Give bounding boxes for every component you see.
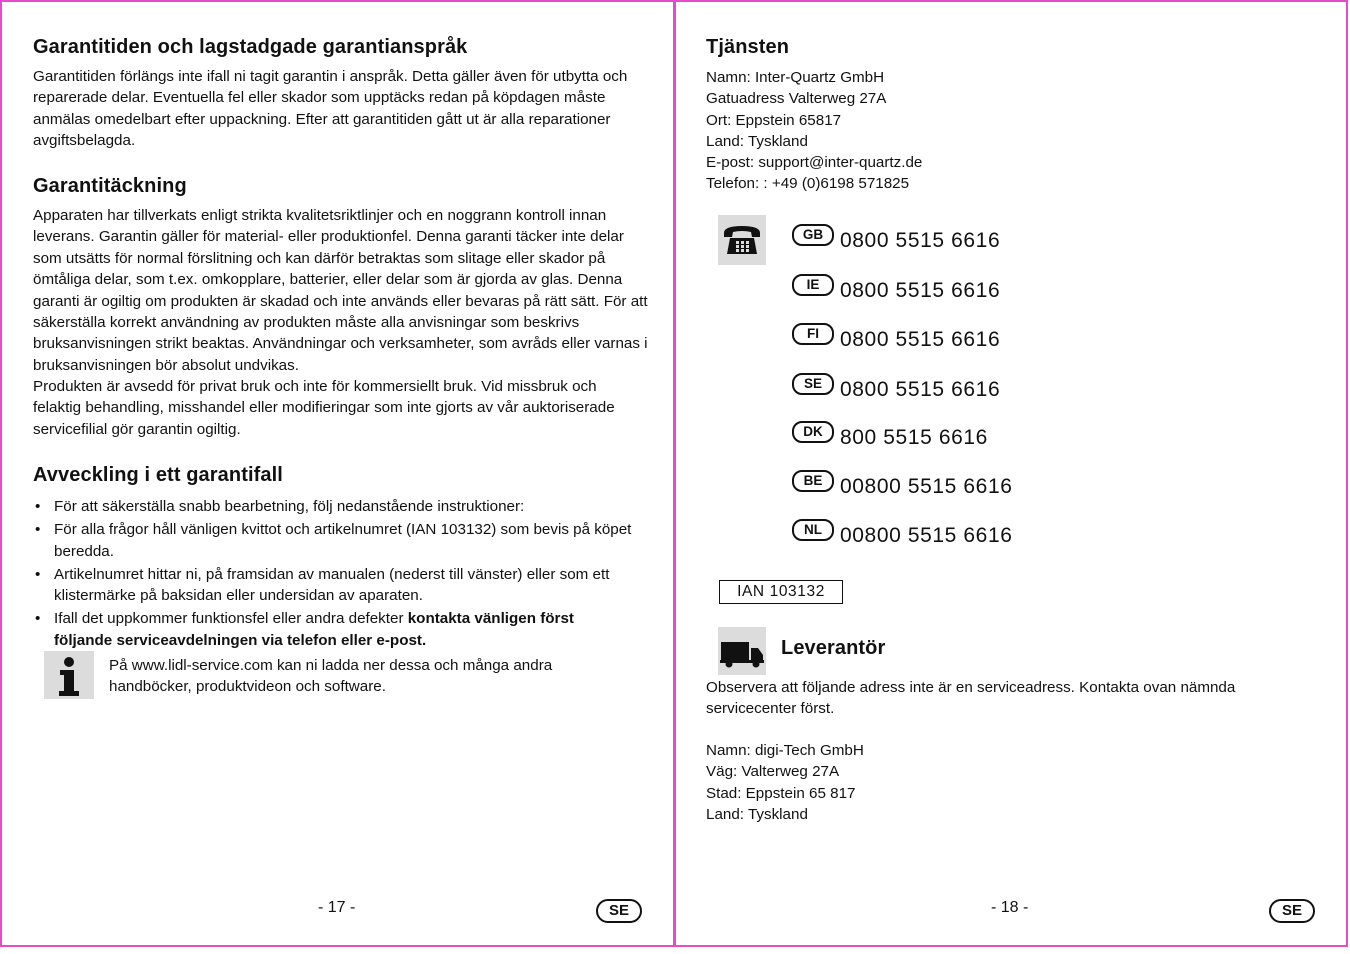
list-item bbox=[33, 608, 633, 651]
warranty-claim-list bbox=[33, 496, 633, 653]
supplier-line: Namn: digi-Tech GmbH bbox=[706, 742, 864, 759]
phone-number: 800 5515 6616 bbox=[840, 426, 988, 449]
service-heading: Tjänsten bbox=[706, 36, 790, 58]
service-line: Gatuadress Valterweg 27A bbox=[706, 90, 887, 108]
country-badge: IE bbox=[792, 274, 834, 296]
country-badge: DK bbox=[792, 421, 834, 443]
phone-row-fi bbox=[792, 326, 1000, 354]
phone-row-ie bbox=[792, 277, 1000, 305]
list-item: • För alla frågor håll vänligen kvittot och artikelnumret (IAN 103132) som bevis på köpet beredda. bbox=[33, 519, 633, 562]
supplier-line: Stad: Eppstein 65 817 bbox=[706, 784, 856, 802]
language-badge: SE bbox=[1269, 899, 1315, 923]
truck-icon bbox=[718, 627, 766, 675]
phone-row-gb bbox=[792, 227, 1000, 255]
info-icon bbox=[44, 651, 94, 699]
supplier-heading: Leverantör bbox=[781, 637, 886, 659]
warranty-period-heading: Garantitiden och lagstadgade garantianspråk bbox=[33, 36, 468, 58]
phone-number: 0800 5515 6616 bbox=[840, 328, 1001, 351]
telephone-icon bbox=[718, 215, 766, 265]
service-line: Ort: Eppstein 65817 bbox=[706, 111, 842, 129]
supplier-line: Väg: Valterweg 27A bbox=[706, 763, 840, 781]
phone-number: 0800 5515 6616 bbox=[840, 378, 1001, 401]
left-page bbox=[0, 0, 675, 947]
page-number: - 17 - bbox=[318, 899, 356, 916]
phone-row-nl bbox=[792, 522, 1013, 550]
warranty-coverage-heading: Garantitäckning bbox=[33, 175, 187, 197]
phone-number: 0800 5515 6616 bbox=[840, 229, 1001, 252]
list-item: • Artikelnumret hittar ni, på framsidan av manualen (nederst till vänster) eller som ett klistermärke på baksidan eller undersidan av aparaten. bbox=[33, 564, 633, 607]
phone-number: 00800 5515 6616 bbox=[840, 524, 1013, 547]
supplier-line: Land: Tyskland bbox=[706, 806, 808, 824]
country-badge: FI bbox=[792, 323, 834, 345]
service-line: Namn: Inter-Quartz GmbH bbox=[706, 69, 885, 86]
supplier-address bbox=[706, 740, 864, 826]
country-badge: BE bbox=[792, 470, 834, 492]
phone-row-dk bbox=[792, 424, 988, 452]
right-page bbox=[674, 0, 1348, 947]
service-phone: Telefon: : +49 (0)6198 571825 bbox=[706, 175, 910, 193]
country-badge: GB bbox=[792, 224, 834, 246]
warranty-coverage-text-2: Produkten är avsedd för privat bruk och inte för kommersiellt bruk. Vid missbruk och felaktig behandling, misshandel eller modifieringar som inte gjorts av vår auktoriserade servicefilial gör garantin ogiltig. bbox=[33, 378, 615, 438]
page-number: - 18 - bbox=[991, 899, 1029, 916]
phone-number: 0800 5515 6616 bbox=[840, 279, 1001, 302]
phone-row-be bbox=[792, 473, 1013, 501]
warranty-coverage-text: Apparaten har tillverkats enligt strikta kvalitetsriktlinjer och en noggrann kontroll innan leverans. Garantin gäller för material- eller produktionfel. Denna garanti täcker inte delar som utsätts för normal förslitning och kan därför betraktas som slitage eller skador på ömtåliga delar, som t.ex. omkopplare, batterier, eller delar som är gjorda av glas. Denna garanti är ogiltig om produkten är skadad och inte används eller bevaras på rätt sätt. För att säkerställa korrekt användning av produkten måste alla anvisningar som beskrivs bruksanvisningen strikt beaktas. Användningar och verksamheter, som avråds eller varnas i bruksanvisningen bör absolut undvikas. bbox=[33, 207, 648, 374]
warranty-claim-heading: Avveckling i ett garantifall bbox=[33, 464, 283, 486]
language-badge: SE bbox=[596, 899, 642, 923]
country-badge: SE bbox=[792, 373, 834, 395]
warranty-period-text: Garantitiden förlängs inte ifall ni tagit garantin i anspråk. Detta gäller även för utbytta och reparerade delar. Eventuella fel eller skador som upptäcks redan på köpdagen måste anmälas omedelbart efter uppackning. Efter att garantitiden gått ut är alla reparationer avgiftsbelagda. bbox=[33, 68, 628, 150]
list-item-bold-text: kontakta vänligen först följande serviceavdelningen via telefon eller e-post. bbox=[54, 610, 574, 649]
service-line: Land: Tyskland bbox=[706, 132, 808, 150]
service-contact-details bbox=[706, 67, 922, 195]
phone-number: 00800 5515 6616 bbox=[840, 475, 1013, 498]
list-item: • För att säkerställa snabb bearbetning, följ nedanstående instruktioner: bbox=[33, 496, 633, 518]
ian-box: IAN 103132 bbox=[719, 580, 843, 604]
phone-row-se bbox=[792, 376, 1000, 404]
info-text: På www.lidl-service.com kan ni ladda ner dessa och många andra handböcker, produktvideon och software. bbox=[109, 657, 553, 696]
service-email[interactable]: E-post: support@inter-quartz.de bbox=[706, 154, 923, 172]
supplier-note: Observera att följande adress inte är en serviceadress. Kontakta ovan nämnda servicecenter först. bbox=[706, 679, 1236, 718]
country-badge: NL bbox=[792, 519, 834, 541]
list-item-text: Ifall det uppkommer funktionsfel eller andra defekter bbox=[54, 610, 408, 627]
